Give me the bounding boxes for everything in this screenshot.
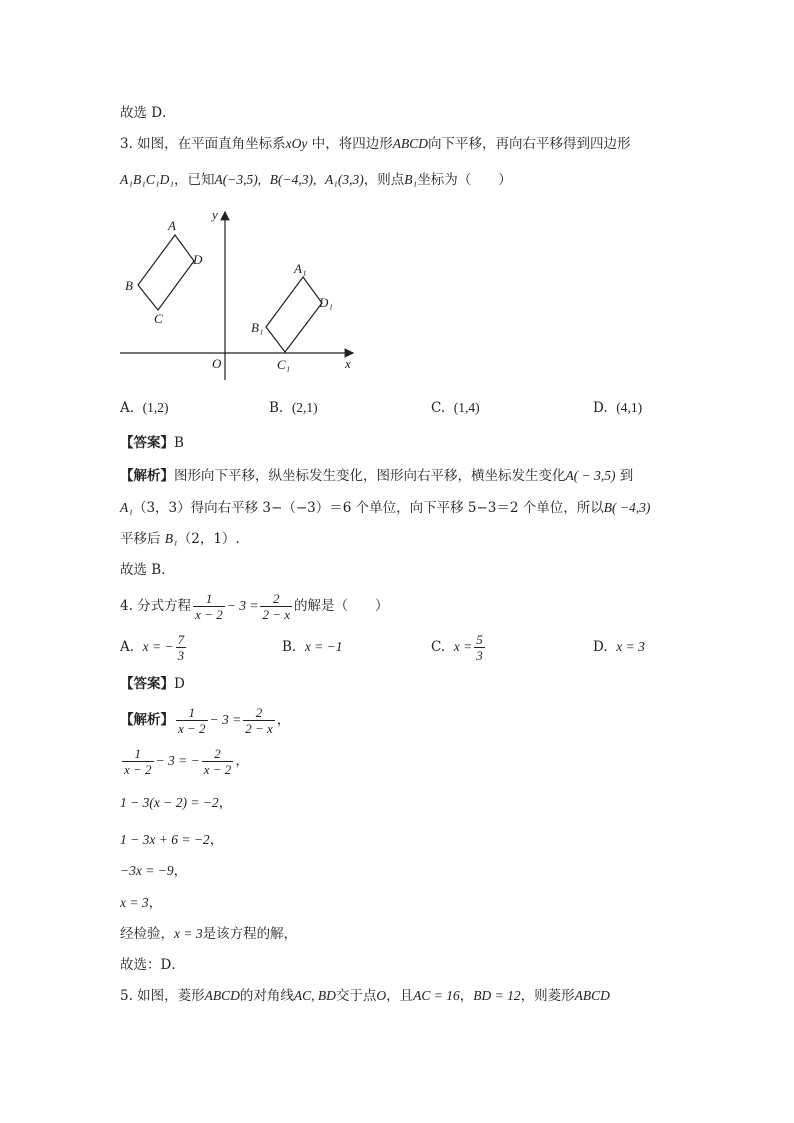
q3-analysis-line2: A₁（3，3）得向右平移 3−（−3）＝6 个单位，向下平移 5−3＝2 个单位，所以B( −4,3) [120,500,651,516]
label-d1: D₁ [319,295,333,310]
q4-option-d: D. x = 3 [593,639,645,655]
q3-option-d: D. (4,1) [593,400,643,416]
coordinate-figure [115,205,365,385]
q3-conclusion: 故选 B． [120,562,175,578]
label-x: x [345,356,351,371]
label-b1: B₁ [251,320,264,335]
q4-step-1: 【解析】 $\frac{1}{x - 2}$ − 3 = $\frac{2}{2 - x}$ ， [120,705,291,736]
q4-step-6: x = 3， [120,895,163,911]
q4-conclusion: 故选：D． [120,957,185,973]
q3-answer: 【答案】B [120,435,184,451]
label-d: D [193,252,203,267]
q4-option-c: C. x = $\frac{5}{3}$ [431,632,483,663]
q4-step-3: 1 − 3(x − 2) = −2， [120,795,233,811]
label-c1: C₁ [277,357,291,372]
q4-step-4: 1 − 3x + 6 = −2， [120,832,224,848]
q4-check: 经检验，x = 3是该方程的解， [120,926,298,942]
label-b: B [125,278,133,293]
q4-step-5: −3x = −9， [120,863,188,879]
q4-stem-fraction-1: $\frac{1}{x - 2}$ [195,591,223,622]
q3-option-a: A. (1,2) [120,400,169,416]
label-a1: A₁ [294,261,307,276]
q3-stem-line1: 3. 如图，在平面直角坐标系xOy 中，将四边形ABCD向下平移，再向右平移得到四边形 [120,136,631,152]
q4-option-b: B. x = −1 [282,639,343,655]
q4-stem-fraction-2: $\frac{2}{2 - x}$ [262,591,290,622]
q5-stem: 5. 如图，菱形ABCD的对角线AC, BD交于点O，且AC = 16，BD = 12，则菱形ABCD [120,988,610,1004]
q3-analysis-line3: 平移后 B₁（2，1）. [120,531,240,547]
q4-stem: 4. 分式方程 $\frac{1}{x - 2}$ − 3 = $\frac{2}{2 - x}$ 的解是（ ） [120,591,389,622]
q3-option-b: B. (2,1) [269,400,318,416]
prev-conclusion: 故选 D． [120,105,176,121]
q3-option-c: C. (1,4) [431,400,480,416]
label-c: C [154,311,163,326]
q3-stem-line2: A₁B₁C₁D₁，已知A(−3,5), B(−4,3), A₁(3,3)，则点B₁坐标为（ ） [120,172,512,188]
q4-answer: 【答案】D [120,676,185,692]
label-a: A [168,218,176,233]
q4-step-2: $\frac{1}{x - 2}$ − 3 = − $\frac{2}{x - 2}$ ， [124,746,249,777]
quad-abcd [138,235,194,310]
q3-analysis-line1: 【解析】图形向下平移，纵坐标发生变化，图形向右平移，横坐标发生变化A( − 3,5) 到 [120,468,634,484]
quad-a1b1c1d1 [266,277,322,352]
label-y: y [212,207,218,222]
label-o: O [212,356,222,371]
q4-option-a: A. x = − $\frac{7}{3}$ [120,632,185,663]
